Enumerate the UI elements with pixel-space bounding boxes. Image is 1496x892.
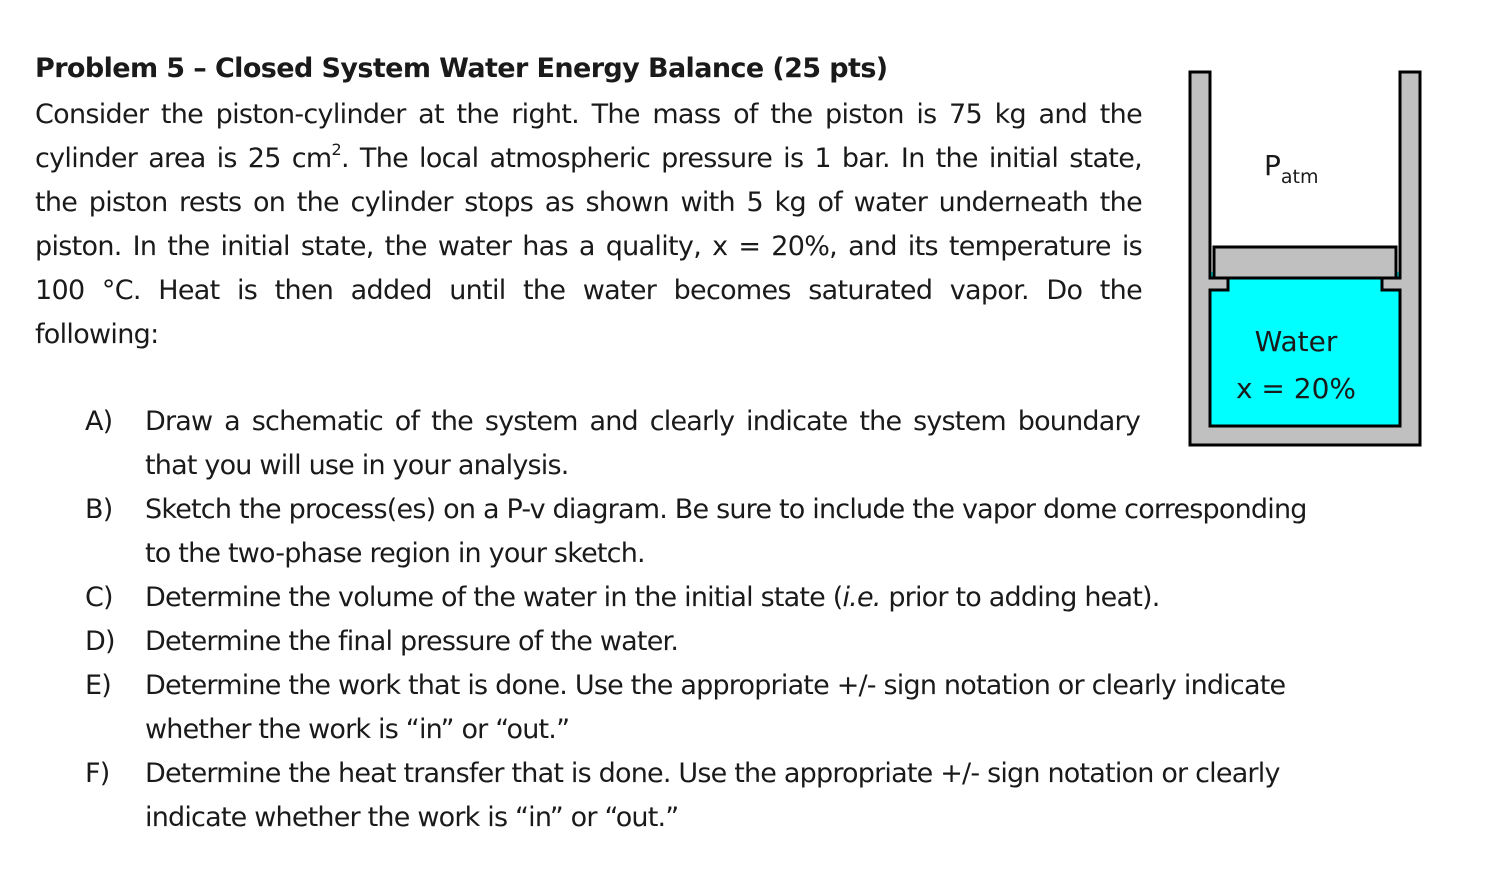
task-text [145, 576, 1445, 620]
task-text: Draw a schematic of the system and clearly indicate the system boundary that you will use in your analysis. [145, 406, 1140, 481]
problem-intro [35, 93, 1142, 357]
task-label: E) [85, 670, 111, 701]
task-item-f [85, 752, 1445, 840]
quality-label: x = 20% [1235, 372, 1357, 405]
task-text-post: prior to adding heat). [880, 582, 1160, 613]
intro-text-part1: Consider the piston-cylinder at the right. The mass of the piston is 75 kg and the cylinder area is 25 cm [35, 99, 1142, 174]
task-item-b [85, 488, 1445, 576]
patm-main: P [1264, 149, 1281, 182]
task-label: D) [85, 626, 115, 657]
task-text: Determine the final pressure of the water. [145, 626, 679, 657]
task-text-line1: Determine the work that is done. Use the appropriate +/- sign notation or clearly indicate [145, 670, 1286, 701]
task-text-line1: Determine the heat transfer that is done. Use the appropriate +/- sign notation or clearly [145, 758, 1280, 789]
piston-cylinder-diagram [1184, 62, 1424, 457]
intro-superscript: 2 [331, 140, 342, 159]
task-text-line2: indicate whether the work is “in” or “out.” [145, 802, 679, 833]
task-text-line2: to the two-phase region in your sketch. [145, 538, 645, 569]
task-text-line2: whether the work is “in” or “out.” [145, 714, 570, 745]
task-item-e [85, 664, 1445, 752]
task-text-pre: Determine the volume of the water in the initial state ( [145, 582, 843, 613]
patm-label [1264, 149, 1319, 188]
patm-subscript: atm [1280, 166, 1319, 188]
piston [1214, 247, 1396, 278]
task-text-emphasis: i.e. [842, 582, 881, 613]
water-label: Water [1254, 325, 1338, 358]
task-label: B) [85, 494, 113, 525]
task-label: A) [85, 406, 113, 437]
intro-text-part2: . The local atmospheric pressure is 1 bar. In the initial state, the piston rests on the cylinder stops as shown with 5 kg of water underneath the piston. In the initial state, the water has a quality, x = 20%, and its temperature is 100 °C. Heat is then added until the water becomes saturated vapor. Do the following: [35, 143, 1142, 350]
task-list [85, 400, 1445, 840]
piston-cylinder-svg [1184, 62, 1424, 457]
task-label: F) [85, 758, 110, 789]
task-item-c [85, 576, 1445, 620]
task-label: C) [85, 582, 113, 613]
task-item-d [85, 620, 1445, 664]
task-text-line1: Sketch the process(es) on a P-v diagram. Be sure to include the vapor dome corresponding [145, 494, 1307, 525]
problem-title: Problem 5 – Closed System Water Energy Balance (25 pts) [35, 53, 888, 84]
